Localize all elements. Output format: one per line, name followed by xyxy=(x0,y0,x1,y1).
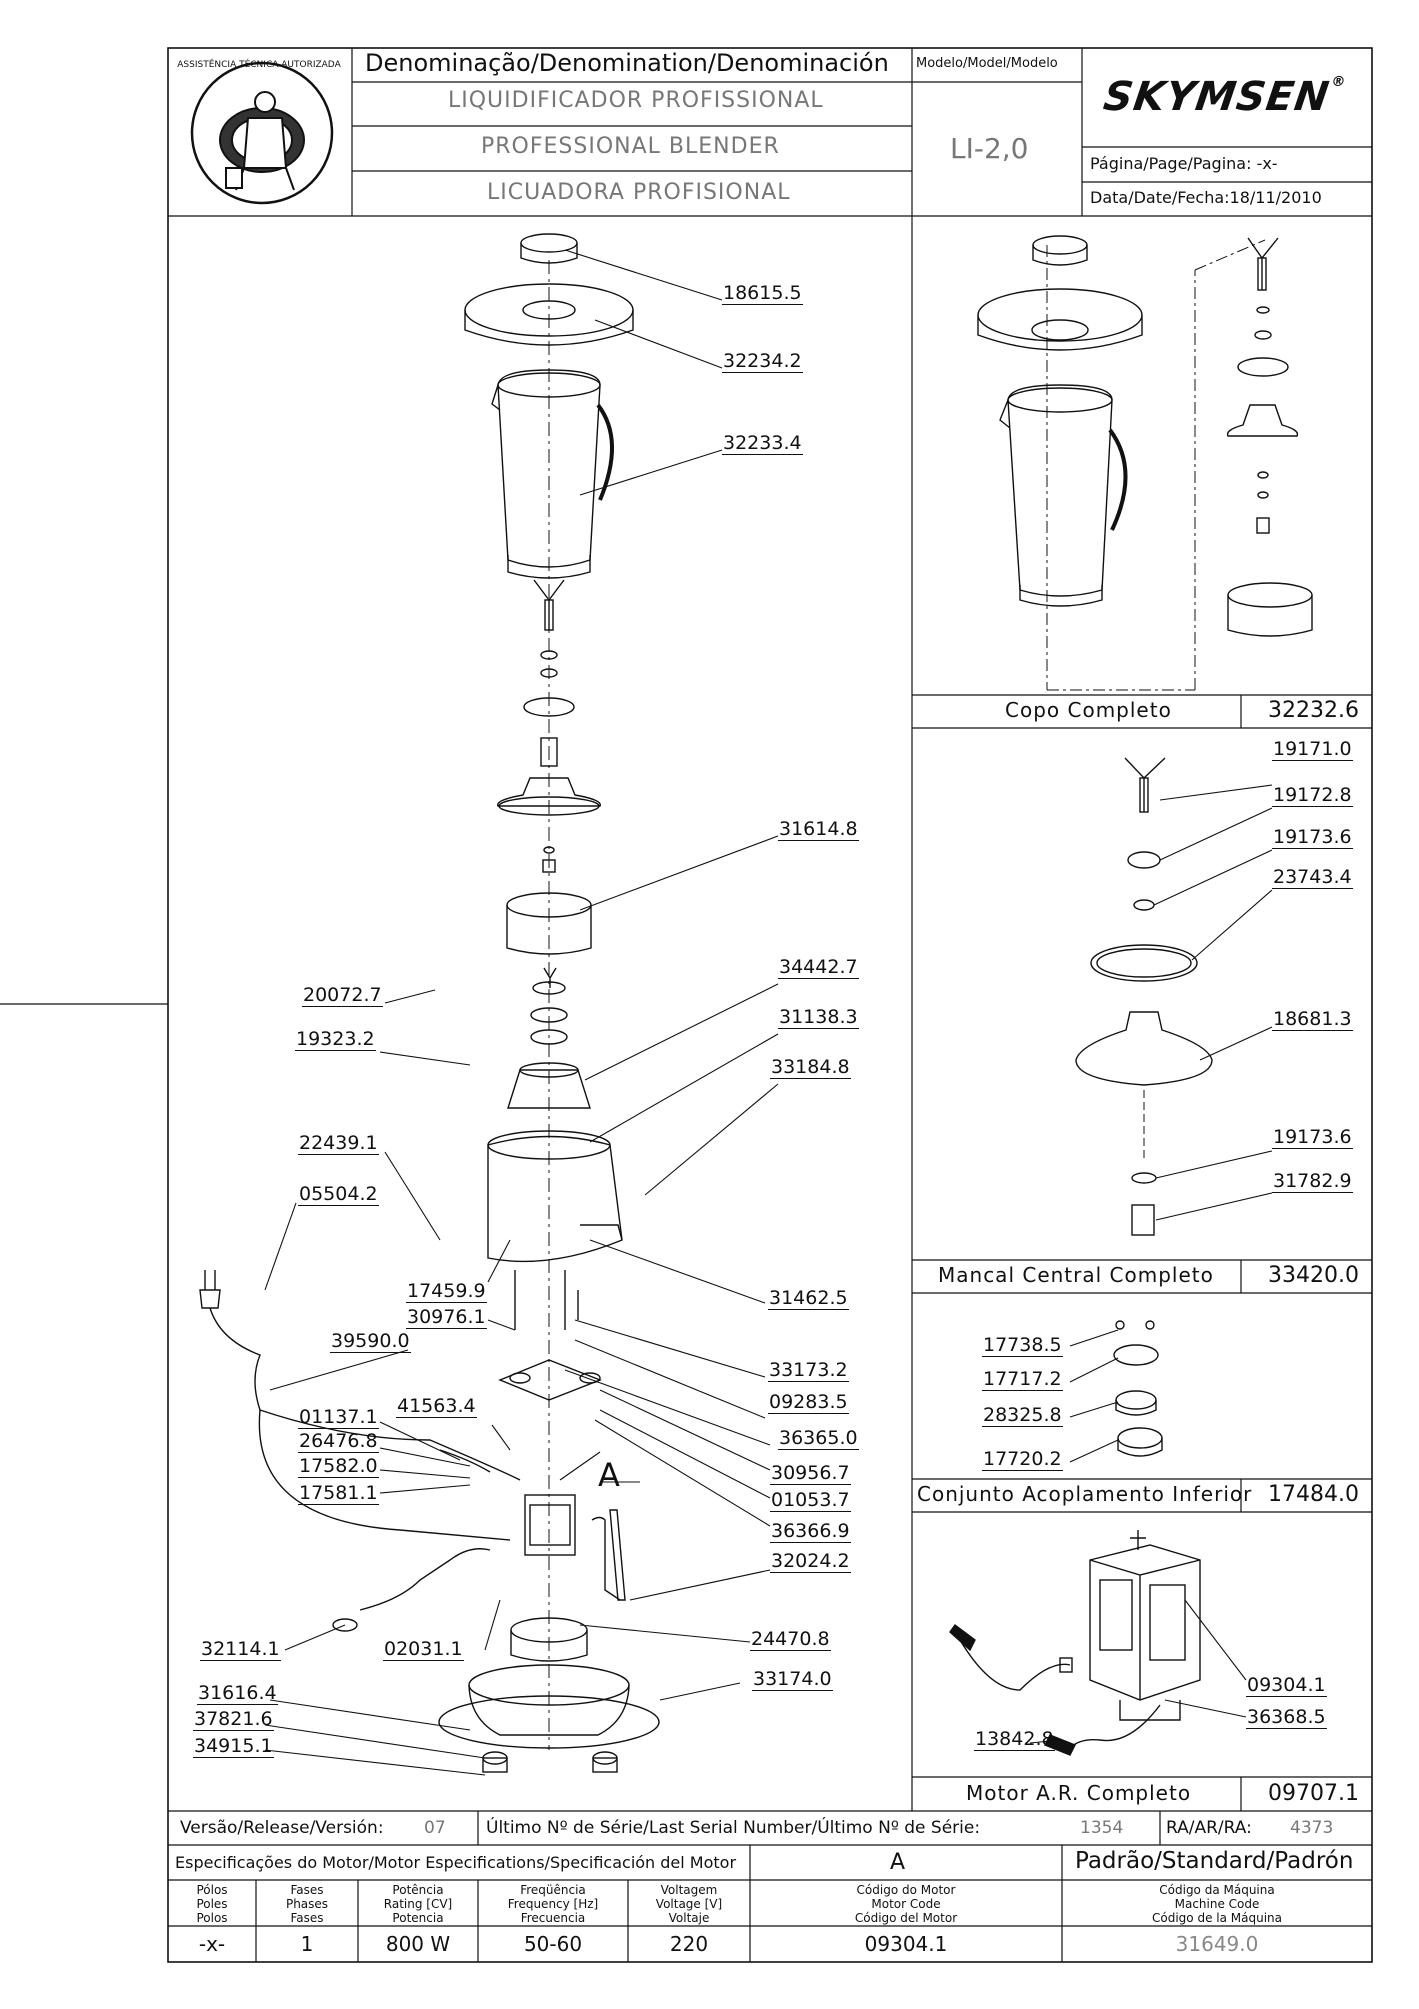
part-label: 19172.8 xyxy=(1273,784,1352,806)
part-label: 39590.0 xyxy=(331,1330,410,1352)
denomination-label: Denominação/Denomination/Denominación xyxy=(365,49,889,77)
mancal-central-code: 33420.0 xyxy=(1268,1263,1359,1288)
value-phases: 1 xyxy=(300,1932,314,1956)
value-motor-code: 09304.1 xyxy=(864,1932,948,1956)
part-label: 17717.2 xyxy=(983,1368,1062,1390)
part-label: 33174.0 xyxy=(753,1668,832,1690)
date-label: Data/Date/Fecha:18/11/2010 xyxy=(1090,188,1322,207)
value-machine-code: 31649.0 xyxy=(1175,1932,1259,1956)
part-label: 05504.2 xyxy=(299,1183,378,1205)
part-label: 01137.1 xyxy=(299,1406,378,1428)
value-power: 800 W xyxy=(385,1932,451,1956)
header-phases: Fases Phases Fases xyxy=(285,1883,329,1925)
motor-drawing xyxy=(950,1530,1246,1755)
serial-label: Último Nº de Série/Last Serial Number/Último Nº de Série: xyxy=(486,1818,981,1838)
part-label: 18615.5 xyxy=(723,282,802,304)
header-frequency: Freqüência Frequency [Hz] Frecuencia xyxy=(507,1883,599,1925)
value-poles: -x- xyxy=(198,1932,226,1956)
part-label: 31616.4 xyxy=(198,1682,277,1704)
conjunto-acoplamento-title: Conjunto Acoplamento Inferior xyxy=(917,1482,1253,1506)
part-label: 24470.8 xyxy=(751,1628,830,1650)
part-label: 34442.7 xyxy=(779,956,858,978)
part-label: 17720.2 xyxy=(983,1448,1062,1470)
part-label: 31138.3 xyxy=(779,1006,858,1028)
page-label: Página/Page/Pagina: -x- xyxy=(1090,154,1278,173)
part-label: 33184.8 xyxy=(771,1056,850,1078)
copo-completo-drawing xyxy=(978,236,1312,690)
copo-completo-code: 32232.6 xyxy=(1268,698,1359,723)
name-english: PROFESSIONAL BLENDER xyxy=(481,134,780,159)
spec-title: Especificações do Motor/Motor Especifications/Specificación del Motor xyxy=(175,1853,737,1872)
motor-completo-code: 09707.1 xyxy=(1268,1781,1359,1806)
part-label: 36366.9 xyxy=(771,1520,850,1542)
part-label: 36368.5 xyxy=(1247,1706,1326,1728)
exploded-view-main xyxy=(200,234,659,1772)
name-spanish: LICUADORA PROFISIONAL xyxy=(487,180,791,205)
header-machine-code: Código da Máquina Machine Code Código de la Máquina xyxy=(1152,1883,1282,1925)
part-label: 32024.2 xyxy=(771,1550,850,1572)
motor-completo-title: Motor A.R. Completo xyxy=(966,1781,1192,1805)
part-label: 30976.1 xyxy=(407,1306,486,1328)
part-label: 34915.1 xyxy=(194,1735,273,1757)
mancal-central-title: Mancal Central Completo xyxy=(938,1263,1214,1287)
part-label: 23743.4 xyxy=(1273,866,1352,888)
part-label: 26476.8 xyxy=(299,1430,378,1452)
skymsen-logo: SKYMSEN® xyxy=(1100,74,1348,120)
part-label: 20072.7 xyxy=(303,984,382,1006)
part-label: 17459.9 xyxy=(407,1280,486,1302)
detail-marker: A xyxy=(598,1456,620,1494)
part-label: 19173.6 xyxy=(1273,826,1352,848)
serial-value: 1354 xyxy=(1080,1818,1124,1838)
version-value: 07 xyxy=(424,1818,446,1838)
part-label: 31462.5 xyxy=(769,1287,848,1309)
header-motor-code: Código do Motor Motor Code Código del Motor xyxy=(854,1883,958,1925)
copo-completo-title: Copo Completo xyxy=(1005,698,1172,722)
part-label: 17581.1 xyxy=(299,1482,378,1504)
part-label: 33173.2 xyxy=(769,1359,848,1381)
part-label: 18681.3 xyxy=(1273,1008,1352,1030)
header-voltage: Voltagem Voltage [V] Voltaje xyxy=(655,1883,723,1925)
part-label: 02031.1 xyxy=(384,1638,463,1660)
part-label: 09304.1 xyxy=(1247,1674,1326,1696)
part-label: 09283.5 xyxy=(769,1391,848,1413)
version-label: Versão/Release/Versión: xyxy=(180,1818,384,1838)
part-label: 19173.6 xyxy=(1273,1126,1352,1148)
part-label: 19171.0 xyxy=(1273,738,1352,760)
part-label: 30956.7 xyxy=(771,1462,850,1484)
part-label: 17738.5 xyxy=(983,1334,1062,1356)
conjunto-acoplamento-code: 17484.0 xyxy=(1268,1482,1359,1507)
part-label: 32234.2 xyxy=(723,350,802,372)
mancal-central-drawing xyxy=(1076,758,1272,1235)
part-label: 19323.2 xyxy=(296,1028,375,1050)
part-label: 41563.4 xyxy=(397,1395,476,1417)
value-voltage: 220 xyxy=(669,1932,709,1956)
date-value: 18/11/2010 xyxy=(1229,188,1322,207)
header-poles: Pólos Poles Polos xyxy=(196,1883,228,1925)
ra-value: 4373 xyxy=(1290,1818,1334,1838)
part-label: 13842.8 xyxy=(975,1728,1054,1750)
page-value: -x- xyxy=(1256,154,1278,173)
part-label: 28325.8 xyxy=(983,1404,1062,1426)
part-label: 22439.1 xyxy=(299,1132,378,1154)
spec-detail: A xyxy=(890,1850,906,1875)
leader-lines-main xyxy=(265,250,778,1775)
part-label: 17582.0 xyxy=(299,1455,378,1477)
seal-text: ASSISTÊNCIA TÉCNICA AUTORIZADA xyxy=(177,60,341,70)
spec-standard: Padrão/Standard/Padrón xyxy=(1075,1848,1354,1874)
model-label: Modelo/Model/Modelo xyxy=(916,56,1058,71)
part-label: 36365.0 xyxy=(779,1427,858,1449)
part-label: 37821.6 xyxy=(194,1708,273,1730)
name-portuguese: LIQUIDIFICADOR PROFISSIONAL xyxy=(448,88,824,113)
header-power: Potência Rating [CV] Potencia xyxy=(383,1883,453,1925)
part-label: 01053.7 xyxy=(771,1489,850,1511)
part-label: 32233.4 xyxy=(723,432,802,454)
model-value: LI-2,0 xyxy=(950,132,1029,165)
value-frequency: 50-60 xyxy=(523,1932,583,1956)
part-label: 32114.1 xyxy=(201,1638,280,1660)
conjunto-acoplamento-drawing xyxy=(1070,1321,1162,1462)
part-label: 31782.9 xyxy=(1273,1170,1352,1192)
ra-label: RA/AR/RA: xyxy=(1166,1818,1252,1838)
part-label: 31614.8 xyxy=(779,818,858,840)
